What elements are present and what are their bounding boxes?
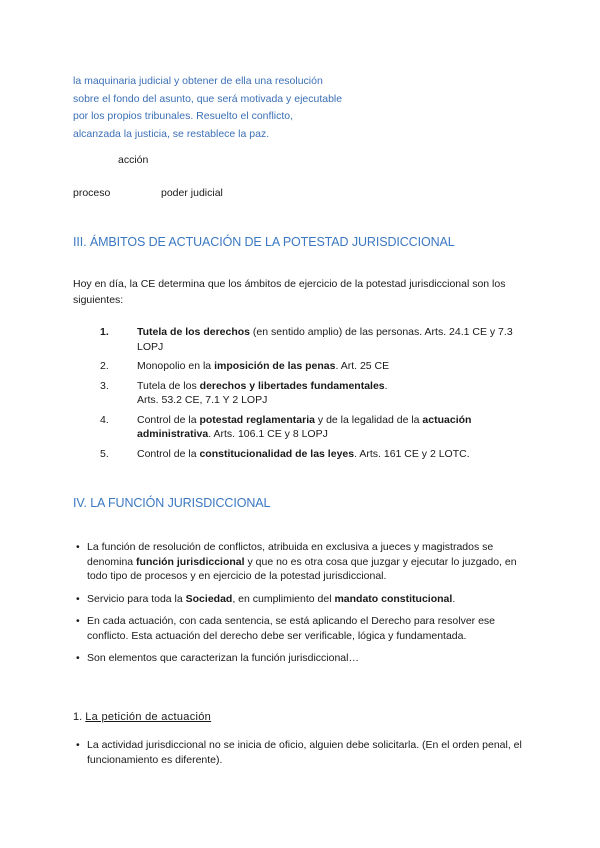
- bold-term: mandato constitucional: [334, 592, 453, 605]
- item-text: . Art. 25 CE: [335, 360, 390, 372]
- item-text: Tutela de los: [137, 379, 200, 392]
- ordered-list: [100, 325, 540, 466]
- item-text: Servicio para toda la: [87, 592, 186, 605]
- bold-term: actuación administrativa: [137, 413, 472, 440]
- list-item: [100, 379, 540, 408]
- item-text: y que no es otra cosa que juzgar y ejecutar lo juzgado, en todo tipo de procesos y en ejercicio de la potestad jurisdiccional.: [87, 555, 517, 582]
- intro-line: sobre el fondo del asunto, que será motivada y ejecutable: [73, 92, 343, 105]
- section-intro: Hoy en día, la CE determina que los ámbitos de ejercicio de la potestad jurisdiccional son los siguientes:: [73, 278, 506, 306]
- section-heading-funcion: IV. LA FUNCIÓN JURISDICCIONAL: [73, 496, 271, 510]
- keyword-proceso: proceso: [73, 187, 111, 199]
- bullet-icon: •: [76, 739, 80, 751]
- list-number: 1.: [100, 326, 109, 338]
- item-text: Control de la: [137, 447, 200, 460]
- bullet-icon: •: [76, 592, 80, 605]
- section-heading-ambitos: III. ÁMBITOS DE ACTUACIÓN DE LA POTESTAD JURISDICCIONAL: [73, 235, 455, 249]
- bullet-item: [76, 614, 536, 643]
- item-text: . Arts. 161 CE y 2 LOTC.: [354, 447, 470, 460]
- list-number: 5.: [100, 447, 109, 460]
- keyword-accion: acción: [118, 154, 149, 166]
- bold-term: imposición de las penas: [214, 360, 336, 372]
- item-text: (en sentido amplio) de las personas. Arts. 24.1 CE y 7.3 LOPJ: [137, 326, 513, 353]
- item-text: Monopolio en la: [137, 360, 215, 372]
- item-text: y de la legalidad de la: [315, 413, 423, 426]
- bullet-item: [76, 540, 536, 584]
- list-number: 2.: [100, 360, 109, 372]
- bullet-icon: •: [76, 615, 80, 627]
- bold-term: constitucionalidad de las leyes: [199, 447, 355, 460]
- list-number: 3.: [100, 379, 109, 392]
- item-text: , en cumplimiento del: [232, 592, 335, 605]
- list-item: [100, 447, 540, 462]
- item-text: En cada actuación, con cada sentencia, se está aplicando el Derecho para resolver ese conflicto. Esta actuación del derecho debe ser verificable, lógica y fundamentada.: [87, 615, 496, 642]
- item-text: Control de la: [137, 413, 200, 426]
- item-text: La función de resolución de conflictos, atribuida en exclusiva a jueces y magistrados se denomina: [87, 541, 494, 568]
- item-text: Arts. 53.2 CE, 7.1 Y 2 LOPJ: [137, 394, 268, 406]
- bullet-item: [76, 738, 536, 767]
- intro-paragraph: [73, 73, 403, 143]
- subsection-heading: [73, 711, 211, 723]
- bold-term: función jurisdiccional: [136, 555, 245, 568]
- keyword-poder-judicial: poder judicial: [161, 187, 223, 199]
- bullet-list: [76, 738, 536, 775]
- item-text: . Arts. 106.1 CE y 8 LOPJ: [208, 428, 328, 440]
- intro-line: alcanzada la justicia, se restablece la paz.: [73, 127, 270, 140]
- intro-line: por los propios tribunales. Resuelto el conflicto,: [73, 110, 294, 122]
- bullet-icon: •: [76, 652, 80, 664]
- subsection-title: La petición de actuación: [85, 711, 212, 723]
- bullet-item: [76, 592, 536, 607]
- subsection-number: 1.: [73, 711, 83, 723]
- bullet-item: [76, 651, 536, 666]
- bold-term: Tutela de los derechos: [137, 326, 251, 338]
- bold-term: potestad reglamentaria: [199, 413, 315, 426]
- item-text: .: [384, 379, 388, 392]
- intro-line: la maquinaria judicial y obtener de ella una resolución: [73, 75, 323, 87]
- item-text: Son elementos que caracterizan la función jurisdiccional…: [87, 652, 359, 664]
- list-number: 4.: [100, 413, 109, 426]
- item-text: La actividad jurisdiccional no se inicia de oficio, alguien debe solicitarla. (En el orden penal, el funcionamiento es diferente).: [87, 739, 522, 766]
- list-item: [100, 325, 540, 354]
- item-text: .: [452, 592, 456, 605]
- bullet-list: [76, 540, 536, 674]
- list-item: [100, 359, 540, 374]
- bullet-icon: •: [76, 541, 80, 553]
- list-item: [100, 413, 540, 442]
- bold-term: derechos y libertades fundamentales: [199, 379, 385, 392]
- bold-term: Sociedad: [185, 592, 233, 605]
